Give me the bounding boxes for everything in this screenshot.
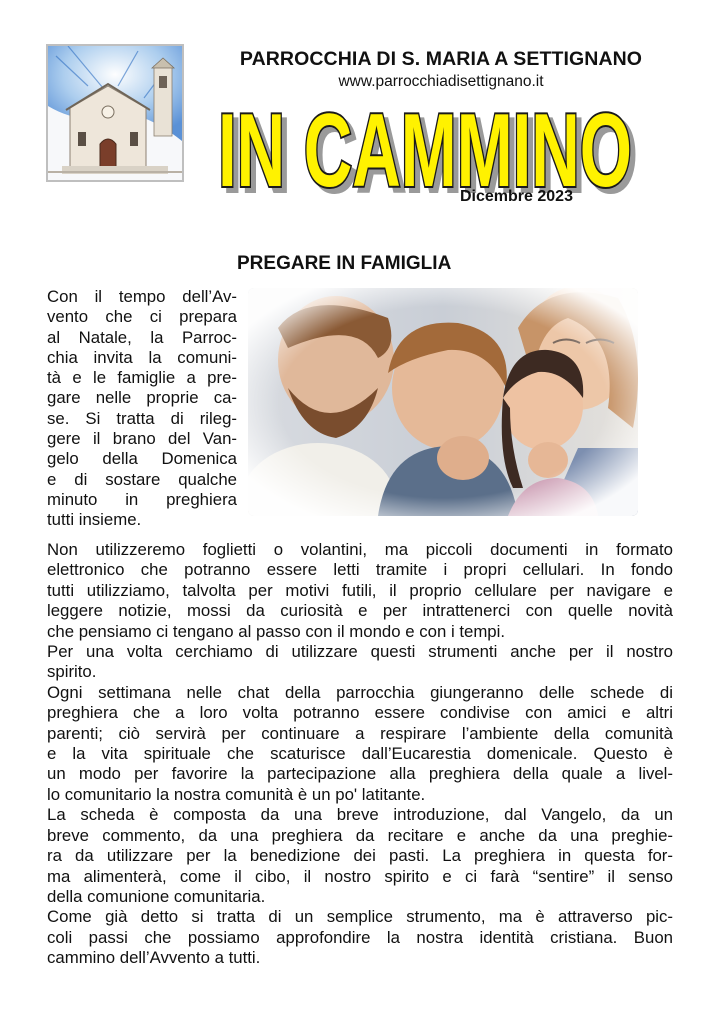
church-logo	[46, 44, 184, 182]
text-line: gare nelle proprie ca-	[47, 388, 237, 408]
text-line: coli passi che possiamo approfondire la nostra identità cristiana. Buon	[47, 927, 673, 947]
text-line: tutti utilizziamo, talvolta per motivi futili, il proprio cellulare per navigare e	[47, 580, 673, 600]
parish-website: www.parrocchiadisettignano.it	[338, 73, 544, 90]
article-title: PREGARE IN FAMIGLIA	[237, 253, 452, 274]
text-line: gelo della Domenica	[47, 449, 237, 469]
text-line: lo comunitario la nostra comunità è un po' latitante.	[47, 784, 426, 804]
text-line: elettronico che potranno essere letti tramite i propri cellulari. In fondo	[47, 560, 673, 580]
article-body	[47, 540, 673, 969]
text-line: Per una volta cerchiamo di utilizzare questi strumenti anche per il nostro	[47, 642, 673, 662]
text-line: gere il brano del Van-	[47, 429, 237, 449]
text-line: Ogni settimana nelle chat della parrocchia giungeranno delle schede di	[47, 682, 673, 702]
text-line: tutti insieme.	[47, 510, 142, 530]
text-line: al Natale, la Parroc-	[47, 327, 237, 347]
text-line: un modo per favorire la partecipazione alla preghiera della quale a livel-	[47, 764, 673, 784]
masthead-title-shadow: IN CAMMINO	[223, 98, 637, 200]
text-line: e di sostare qualche	[47, 469, 237, 489]
text-line: breve commento, da una preghiera da recitare e anche da una preghie-	[47, 825, 673, 845]
text-line: spirito.	[47, 662, 97, 682]
text-line: Come già detto si tratta di un semplice strumento, ma è attraverso pic-	[47, 907, 673, 927]
masthead-title	[218, 90, 668, 200]
text-line: leggere notizie, mossi da curiosità e per intrattenerci con quelle novità	[47, 601, 673, 621]
church-sketch-image	[48, 46, 182, 180]
parish-name: PARROCCHIA DI S. MARIA A SETTIGNANO	[239, 48, 643, 70]
text-line: ra da utilizzare per la benedizione dei pasti. La preghiera in questa for-	[47, 846, 673, 866]
text-line: La scheda è composta da una breve introduzione, dal Vangelo, da un	[47, 805, 673, 825]
family-prayer-image	[248, 288, 638, 516]
text-line: e la vita spirituale che scaturisce dall’Eucarestia domenicale. Questo è	[47, 744, 673, 764]
text-line: parenti; ciò servirà per continuare a respirare l’ambiente della comunità	[47, 723, 673, 743]
text-line: chia invita la comuni-	[47, 347, 237, 367]
text-line: vento che ci prepara	[47, 307, 237, 327]
family-prayer-photo	[248, 288, 638, 516]
text-line: che pensiamo ci tengano al passo con il mondo e con i tempi.	[47, 621, 506, 641]
masthead-title-text: IN CAMMINO	[218, 93, 632, 200]
text-line: minuto in preghiera	[47, 489, 237, 509]
text-line: Non utilizzeremo foglietti o volantini, ma piccoli documenti in formato	[47, 540, 673, 559]
text-line: cammino dell’Avvento a tutti.	[47, 948, 261, 968]
issue-date: Dicembre 2023	[460, 188, 573, 205]
text-line: se. Si tratta di rileg-	[47, 408, 237, 428]
article-intro-column	[47, 287, 237, 531]
text-line: ma alimenterà, come il cibo, il nostro spirito e ci farà “sentire” il senso	[47, 866, 673, 886]
text-line: Con il tempo dell’Av-	[47, 287, 237, 306]
text-line: della comunione comunitaria.	[47, 886, 266, 906]
text-line: tà e le famiglie a pre-	[47, 368, 237, 388]
text-line: preghiera che a loro volta potranno essere condivise con amici e altri	[47, 703, 673, 723]
